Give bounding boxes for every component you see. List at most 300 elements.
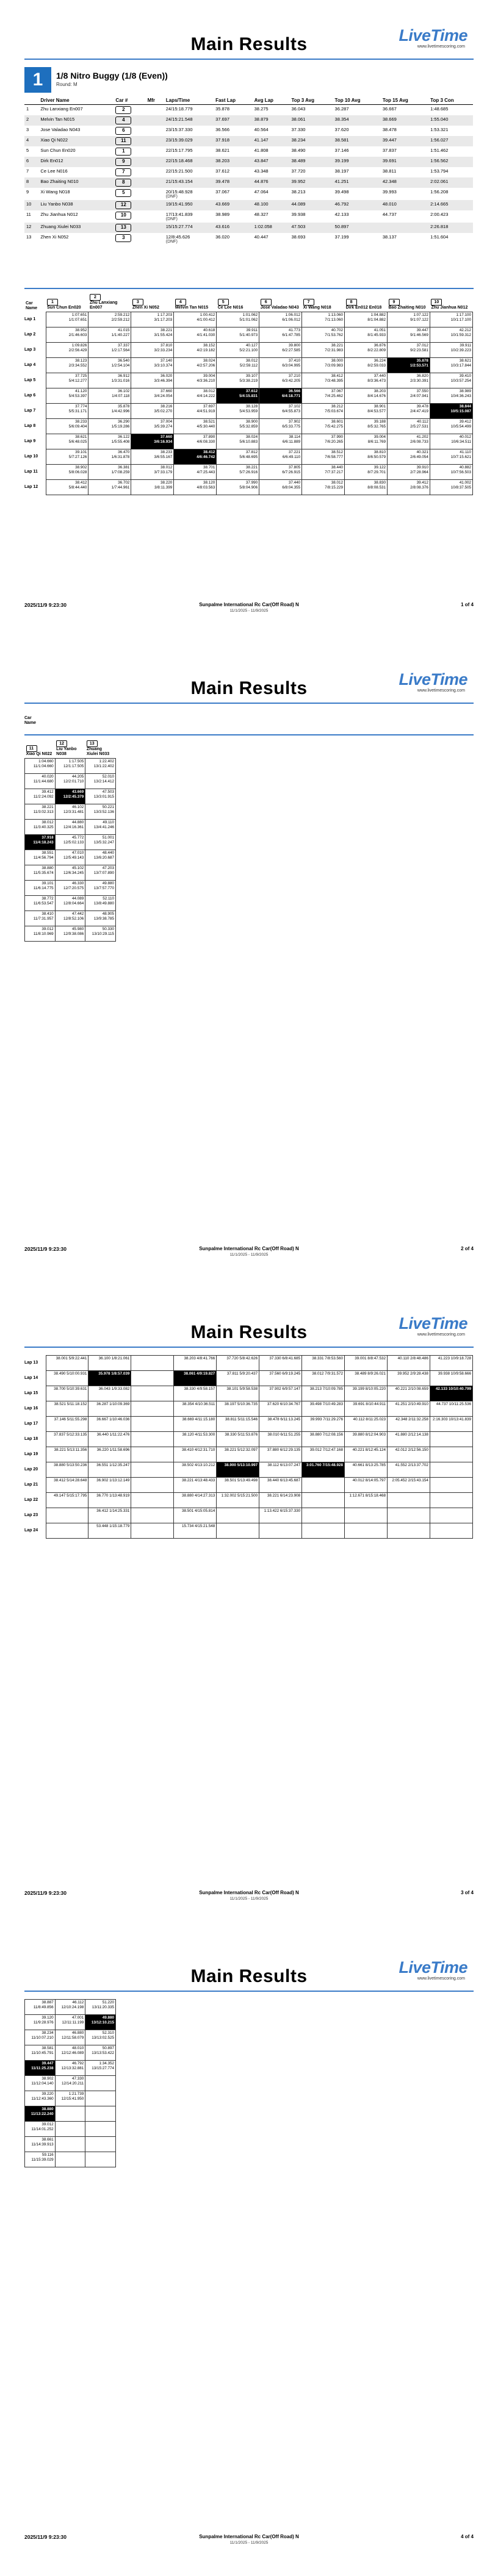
car-number-badge: 8 <box>115 179 131 187</box>
livetime-logo <box>394 1959 467 1982</box>
race-position-time: 2/3:34.552 <box>68 363 87 368</box>
lap-time: 38.000 <box>331 359 344 363</box>
lap-time-cell <box>259 404 302 419</box>
page-title: Main Results <box>190 1966 308 1986</box>
name-label: Name <box>26 306 38 310</box>
lap-time-cell <box>85 2091 116 2106</box>
lap-time-cell: 2:16.303 10/13:41.839 <box>430 1417 472 1432</box>
lap-time: 37.337 <box>118 343 130 348</box>
lap-row <box>25 2076 116 2091</box>
laps-time-cell <box>164 167 214 177</box>
mfr-cell <box>146 223 164 233</box>
lap-time-cell: 48.440 13/6:20.687 <box>85 850 116 865</box>
lap-time: 41.773 <box>288 328 301 332</box>
t10-cell: 50.897 <box>333 223 381 233</box>
lap-time: 41.202 <box>416 435 428 439</box>
avg-cell: 48.327 <box>254 212 269 217</box>
lap-time: 38.233 <box>161 450 173 454</box>
lap-time-cell: 37.902 6/9:57.147 <box>259 1386 302 1401</box>
driver-column-header <box>174 294 217 312</box>
driver-column-header <box>55 740 85 759</box>
t3-cell: 36.043 <box>291 106 306 112</box>
lap-time-cell <box>302 312 345 327</box>
lap-label: Lap 10 <box>24 454 38 459</box>
lap-row <box>24 358 473 373</box>
race-position-time: 1/2:53.571 <box>410 363 428 368</box>
avg-cell: 43.348 <box>254 168 269 174</box>
page-header <box>31 671 467 699</box>
lap-time-cell <box>88 373 131 388</box>
t15-cell: 44.737 <box>382 212 397 217</box>
table-row <box>24 200 473 210</box>
lap-time: 38.233 <box>75 420 87 424</box>
lap-time-cell <box>388 373 430 388</box>
race-position-time: 8/1:04.882 <box>367 318 386 322</box>
lap-time-cell: 38.410 11/7:31.957 <box>25 911 56 926</box>
lap-time-cell: 39.101 11/6:14.775 <box>25 881 56 896</box>
race-position-time: 9/1:07.122 <box>410 318 428 322</box>
race-position-time: 3/7:33.179 <box>154 470 173 474</box>
race-position-time: 7/8:15.229 <box>325 485 344 490</box>
laps-time-cell <box>164 115 214 126</box>
laps-time-cell <box>164 223 214 233</box>
lap-time-cell: 52.110 13/8:49.880 <box>85 896 116 911</box>
driver-column-header <box>259 294 302 312</box>
lap-time: 39.478 <box>416 404 428 409</box>
lap-time-cell: 38.221 5/12:32.097 <box>217 1447 259 1462</box>
car-number-badge: 7 <box>303 299 314 306</box>
table-row <box>24 136 473 146</box>
footer-date: 2025/11/9 9:23:30 <box>24 1890 67 1896</box>
table-row <box>24 233 473 245</box>
t3-cell: 39.938 <box>291 212 306 217</box>
race-position-time: 7/3:09.983 <box>325 363 344 368</box>
lap-time-cell: 1:22.402 13/1:22.402 <box>85 759 116 774</box>
lap-row <box>25 835 116 850</box>
lap-time-cell <box>345 465 388 480</box>
driver-name: Xiao Qi N022 <box>26 752 52 756</box>
lap-time: 38.216 <box>161 404 173 409</box>
lap-time: 1:07.651 <box>71 313 87 317</box>
race-position-time: 6/8:04.355 <box>282 485 301 490</box>
t10-cell: 39.199 <box>333 157 381 167</box>
race-position-time: 7/4:25.462 <box>325 394 344 398</box>
lap-time: 36.566 <box>288 389 301 393</box>
lap-time-cell: 38.502 4/13:10.212 <box>174 1462 217 1478</box>
lap-time-cell: 46.330 12/7:20.575 <box>55 881 85 896</box>
race-position-time: 1/3:31.016 <box>111 379 130 383</box>
fast-cell: 35.878 <box>215 106 230 112</box>
lap-time-cell <box>388 358 430 373</box>
lap-time-cell <box>174 312 217 327</box>
dnf-label: (DNF) <box>165 195 178 199</box>
table-row <box>24 126 473 136</box>
race-position-time: 2/5:27.531 <box>410 424 428 429</box>
race-position-time: 2/6:49.054 <box>410 455 428 459</box>
lap-time-cell <box>302 434 345 449</box>
t3-cell: 37.720 <box>291 168 306 174</box>
laps-time-cell <box>164 105 214 116</box>
car-number-cell <box>114 105 145 116</box>
lap-time-cell <box>46 1508 88 1523</box>
car-number-badge: 7 <box>115 168 131 176</box>
lap-time-cell: 47.203 13/7:07.890 <box>85 865 116 881</box>
fast-cell: 43.616 <box>214 223 253 233</box>
fast-cell: 36.020 <box>215 234 230 240</box>
lap-time-cell <box>131 343 174 358</box>
lap-time: 37.410 <box>288 359 301 363</box>
lap-time-cell: 39.938 10/9:58.666 <box>430 1371 472 1386</box>
race-position-time: 2/6:08.733 <box>410 440 428 444</box>
race-position-time: 2/2:56.429 <box>68 348 87 352</box>
lap-time: 39.004 <box>374 435 386 439</box>
lap-time-cell <box>302 1523 345 1539</box>
lap-time-cell: 38.412 5/14:28.648 <box>46 1478 88 1493</box>
race-position-time: 3/6:55.167 <box>154 455 173 459</box>
section-rule <box>24 734 474 735</box>
lap-time-cell <box>55 2152 85 2167</box>
lap-time: 38.012 <box>161 465 173 470</box>
lap-time-cell <box>46 343 88 358</box>
t3c-cell: 2:14.665 <box>428 200 473 210</box>
lap-time: 37.012 <box>416 343 428 348</box>
col-header: Top 15 Avg <box>381 96 428 105</box>
lap-time-cell: 44.089 12/8:04.664 <box>55 896 85 911</box>
lap-row <box>24 1462 473 1478</box>
lap-row <box>24 1386 473 1401</box>
lap-time-cell <box>430 388 472 404</box>
lap-row <box>24 465 473 480</box>
race-position-time: 7/1:53.762 <box>325 333 344 337</box>
race-position-time: 2/4:47.419 <box>410 409 428 413</box>
lap-time-cell <box>302 343 345 358</box>
car-number-badge: 1 <box>47 299 58 306</box>
race-position-time: 5/4:53.397 <box>68 394 87 398</box>
fast-cell: 37.918 <box>214 136 253 146</box>
car-number-cell <box>114 200 145 210</box>
lap-time-cell <box>131 449 174 465</box>
race-position-time: 5/7:27.126 <box>68 455 87 459</box>
lap-time-cell: 38.221 4/13:48.433 <box>174 1478 217 1493</box>
lap-time-cell: 38.331 7/8:53.560 <box>302 1356 345 1371</box>
car-number-cell <box>114 126 145 136</box>
lap-time: 37.004 <box>161 420 173 424</box>
race-position-time: 6/4:55.873 <box>282 409 301 413</box>
race-position-time: 7/7:37.217 <box>325 470 344 474</box>
lap-time: 37.440 <box>374 374 386 378</box>
car-number-cell <box>114 136 145 146</box>
t15-cell: 39.447 <box>381 136 428 146</box>
driver-column-header <box>430 294 472 312</box>
lap-time-cell <box>302 388 345 404</box>
page-header <box>31 1315 467 1343</box>
lap-time-cell <box>131 1478 174 1493</box>
race-position-time: 1/4:07.118 <box>112 394 130 398</box>
lap-time-cell: 38.490 5/10:00.931 <box>46 1371 88 1386</box>
t15-cell: 37.837 <box>382 148 397 153</box>
lap-time-cell: 36.412 1/14:25.331 <box>88 1508 131 1523</box>
race-position-time: 10/4:36.243 <box>450 394 471 398</box>
race-position-time: 8/1:45.933 <box>367 333 386 337</box>
lap-time-cell <box>388 1493 430 1508</box>
lap-time: 38.221 <box>161 328 173 332</box>
lap-time-cell <box>430 343 472 358</box>
t10-cell: 42.133 <box>334 212 349 217</box>
lap-label: Lap 19 <box>24 1452 38 1456</box>
lap-time-cell <box>388 465 430 480</box>
avg-cell: 40.447 <box>254 234 269 240</box>
t3-cell: 38.061 <box>290 115 333 126</box>
lap-time-cell <box>217 1508 259 1523</box>
lap-time-cell <box>131 1462 174 1478</box>
lap-time-cell <box>259 343 302 358</box>
lap-time-cell <box>388 1523 430 1539</box>
car-number-badge: 3 <box>132 299 143 306</box>
driver-name-cell: Bao Zhaiting N010 <box>38 177 114 188</box>
race-position-time: 4/4:14.222 <box>197 394 215 398</box>
lap-time-cell <box>174 327 217 343</box>
race-position-time: 8/6:11.769 <box>367 440 386 444</box>
lap-time-cell <box>85 2137 116 2152</box>
lap-time: 37.774 <box>75 404 87 409</box>
logo-url: www.livetimescoring.com <box>417 45 465 49</box>
lap-time-cell <box>259 1523 302 1539</box>
car-number-badge: 11 <box>26 745 37 752</box>
lap-time-cell: 39.993 7/11:29.276 <box>302 1417 345 1432</box>
driver-name-cell: Xi Wang N018 <box>40 189 70 195</box>
lap-time-cell: 1:12.671 8/15:18.468 <box>345 1493 388 1508</box>
driver-name: Dirk En012 En018 <box>345 306 382 310</box>
mfr-cell <box>146 210 164 223</box>
lap-time-cell <box>174 465 217 480</box>
race-position-time: 5/3:38.219 <box>239 379 258 383</box>
lap-row <box>24 1356 473 1371</box>
lap-time: 40.882 <box>459 465 471 470</box>
lap-time-cell <box>46 388 88 404</box>
lap-time-cell <box>302 373 345 388</box>
lap-time-cell <box>131 465 174 480</box>
race-position-time: 7/2:31.983 <box>325 348 344 352</box>
lap-time: 38.220 <box>161 481 173 485</box>
lap-time-cell <box>345 358 388 373</box>
logo-url: www.livetimescoring.com <box>417 689 465 693</box>
page-3 <box>0 1288 498 1932</box>
lap-time-cell: 35.978 1/8:57.039 <box>88 1371 131 1386</box>
lap-time-cell <box>131 373 174 388</box>
lap-time-cell: 46.112 12/10:24.198 <box>55 2000 85 2015</box>
race-position-time: 2/2:59.212 <box>111 318 130 322</box>
driver-name: Melvin Tan N015 <box>175 306 209 310</box>
fast-cell: 37.697 <box>214 115 253 126</box>
lap-time: 1:13.060 <box>328 313 344 317</box>
lap-time: 36.470 <box>118 450 130 454</box>
lap-time: 36.224 <box>374 359 386 363</box>
fast-cell: 43.669 <box>214 200 253 210</box>
lap-time: 39.412 <box>459 420 471 424</box>
lap-time-cell <box>302 358 345 373</box>
lap-time: 39.412 <box>416 481 428 485</box>
race-position-time: 5/5:32.859 <box>239 424 258 429</box>
lap-row <box>24 1417 473 1432</box>
lap-time-cell: 38.410 4/12:31.710 <box>174 1447 217 1462</box>
lap-time: 38.221 <box>331 343 344 348</box>
t10-cell: 37.199 <box>334 234 349 240</box>
laps-time-value: 15/15:27.774 <box>165 224 193 229</box>
lap-time-cell: 47.001 12/11:11.199 <box>55 2015 85 2030</box>
race-position-time: 4/7:25.443 <box>197 470 215 474</box>
lap-time-cell: 41.223 10/9:18.728 <box>430 1356 472 1371</box>
lap-row <box>25 881 116 896</box>
lap-time-cell <box>302 419 345 434</box>
page-footer <box>24 2533 474 2551</box>
lap-time-cell: 38.120 4/11:53.300 <box>174 1432 217 1447</box>
race-position-time: 5/1:40.973 <box>239 333 258 337</box>
lap-time-cell <box>259 373 302 388</box>
lap-time-cell <box>388 419 430 434</box>
lap-label: Lap 5 <box>24 378 36 382</box>
lap-time-cell: 49.880 13/7:57.770 <box>85 881 116 896</box>
t10-cell: 38.581 <box>333 136 381 146</box>
col-header: Car # <box>114 96 145 105</box>
lap-time-cell: 40.221 2/10:08.659 <box>388 1386 430 1401</box>
results-header-row <box>24 96 473 105</box>
lap-time-cell: 37.560 6/9:19.245 <box>259 1371 302 1386</box>
table-row <box>24 210 473 223</box>
lap-time-cell <box>302 465 345 480</box>
lap-time-cell: 39.001 8/8:47.532 <box>345 1356 388 1371</box>
fast-cell: 36.566 <box>215 127 230 132</box>
lap-label: Lap 6 <box>24 393 36 398</box>
lap-time-cell: 38.521 5/11:18.152 <box>46 1401 88 1417</box>
lap-time-cell <box>131 1447 174 1462</box>
lap-row <box>24 388 473 404</box>
lap-row <box>24 1432 473 1447</box>
lap-time-cell: 37.620 6/10:34.767 <box>259 1401 302 1417</box>
driver-name-cell: Liu Yanbo N038 <box>38 200 114 210</box>
lap-time: 41.110 <box>460 450 471 454</box>
lap-time-cell <box>131 1417 174 1432</box>
lap-time: 38.152 <box>203 343 215 348</box>
lap-time-cell <box>259 434 302 449</box>
car-number-badge: 2 <box>115 106 131 114</box>
t3c-cell: 2:26.818 <box>428 223 473 233</box>
lap-time-cell <box>85 2076 116 2091</box>
fast-cell: 37.612 <box>215 168 230 174</box>
lap-time-cell <box>259 358 302 373</box>
t3c-cell: 1:51.462 <box>430 148 449 153</box>
lap-time-cell <box>217 434 259 449</box>
driver-name-cell: Dirk En012 <box>38 157 114 167</box>
lap-time-cell <box>131 312 174 327</box>
lap-time: 38.024 <box>203 359 215 363</box>
col-header: Avg Lap <box>253 96 290 105</box>
lap-time: 38.012 <box>245 359 258 363</box>
avg-cell: 47.064 <box>254 189 269 195</box>
dnf-label: (DNF) <box>165 240 178 244</box>
lap-label: Lap 3 <box>24 348 36 352</box>
lap-row <box>24 1523 473 1539</box>
logo-text: LiveTime <box>399 26 467 45</box>
lap-time-cell <box>302 449 345 465</box>
laps-time-value: 19/15:41.950 <box>165 201 193 207</box>
car-number-badge: 2 <box>90 294 101 301</box>
lap-time-cell: 3:01.760 7/15:48.928 <box>302 1462 345 1478</box>
race-position-time: 2/3:30.391 <box>410 379 428 383</box>
driver-name: Jose Valadao N043 <box>260 306 299 310</box>
lap-time: 38.989 <box>459 389 471 393</box>
fast-cell: 38.989 <box>215 212 230 217</box>
lap-time-cell <box>345 388 388 404</box>
t3-cell: 37.330 <box>291 127 306 132</box>
lap-time-cell <box>388 480 430 495</box>
lap-time-cell: 38.887 11/8:49.856 <box>25 2000 56 2015</box>
driver-name-cell: Zhu Lanxiang En007 <box>40 106 83 112</box>
lap-time: 37.440 <box>288 481 301 485</box>
lap-time-cell <box>217 312 259 327</box>
grid-header-row <box>24 294 473 312</box>
lap-time-cell: 38.478 6/11:13.245 <box>259 1417 302 1432</box>
lap-time-cell: 38.661 11/14:39.913 <box>25 2137 56 2152</box>
lap-time-cell <box>430 465 472 480</box>
lap-row <box>24 1493 473 1508</box>
lap-time-cell: 37.720 5/8:42.626 <box>217 1356 259 1371</box>
lap-row <box>24 1508 473 1523</box>
fast-cell: 38.621 <box>215 148 230 153</box>
footer-event: Sunpalme International Rc Car(Off Road) N <box>199 602 299 607</box>
lap-label: Lap 11 <box>24 470 38 474</box>
lap-time-cell: 49.880 13/12:10.215 <box>85 2015 116 2030</box>
footer-dates: 11/1/2025 - 11/9/2025 <box>229 1253 269 1257</box>
car-number-badge: 13 <box>87 740 98 747</box>
lap-time: 36.102 <box>118 389 130 393</box>
lap-time: 2:59.212 <box>114 313 130 317</box>
header-rule <box>24 59 474 60</box>
footer-event: Sunpalme International Rc Car(Off Road) N <box>199 2534 299 2539</box>
lap-row <box>24 1371 473 1386</box>
lap-time-cell <box>259 388 302 404</box>
lap-time-cell <box>131 1401 174 1417</box>
lap-time-cell <box>131 1508 174 1523</box>
lap-time-cell <box>388 343 430 358</box>
lap-row <box>25 926 116 942</box>
table-row <box>24 157 473 167</box>
lap-time-cell: 39.220 11/12:43.360 <box>25 2091 56 2106</box>
col-header: Fast Lap <box>214 96 253 105</box>
lap-time-cell <box>88 312 131 327</box>
lap-time-cell <box>174 343 217 358</box>
race-position-time: 7/6:58.777 <box>325 455 344 459</box>
lap-time-cell: 47.330 12/14:20.211 <box>55 2076 85 2091</box>
race-position-time: 5/6:09.404 <box>68 424 87 429</box>
laps-time-cell <box>164 146 214 157</box>
lap-time: 40.112 <box>417 420 428 424</box>
lap-time-cell <box>345 373 388 388</box>
lap-row <box>24 1401 473 1417</box>
t15-cell: 39.691 <box>381 157 428 167</box>
lap-time-cell <box>345 1508 388 1523</box>
lap-time: 37.812 <box>245 450 258 454</box>
lap-label: Lap 4 <box>24 363 36 367</box>
lap-time-cell: 50.330 13/10:29.115 <box>85 926 116 942</box>
col-header: Laps/Time <box>164 96 214 105</box>
car-number-cell <box>114 157 145 167</box>
lap-time-cell <box>46 373 88 388</box>
race-position-time: 5/2:21.100 <box>239 348 258 352</box>
lap-time-cell <box>217 480 259 495</box>
laps-time-cell <box>164 177 214 188</box>
race-position-time: 4/1:41.030 <box>197 333 215 337</box>
lap-time-cell <box>217 1523 259 1539</box>
